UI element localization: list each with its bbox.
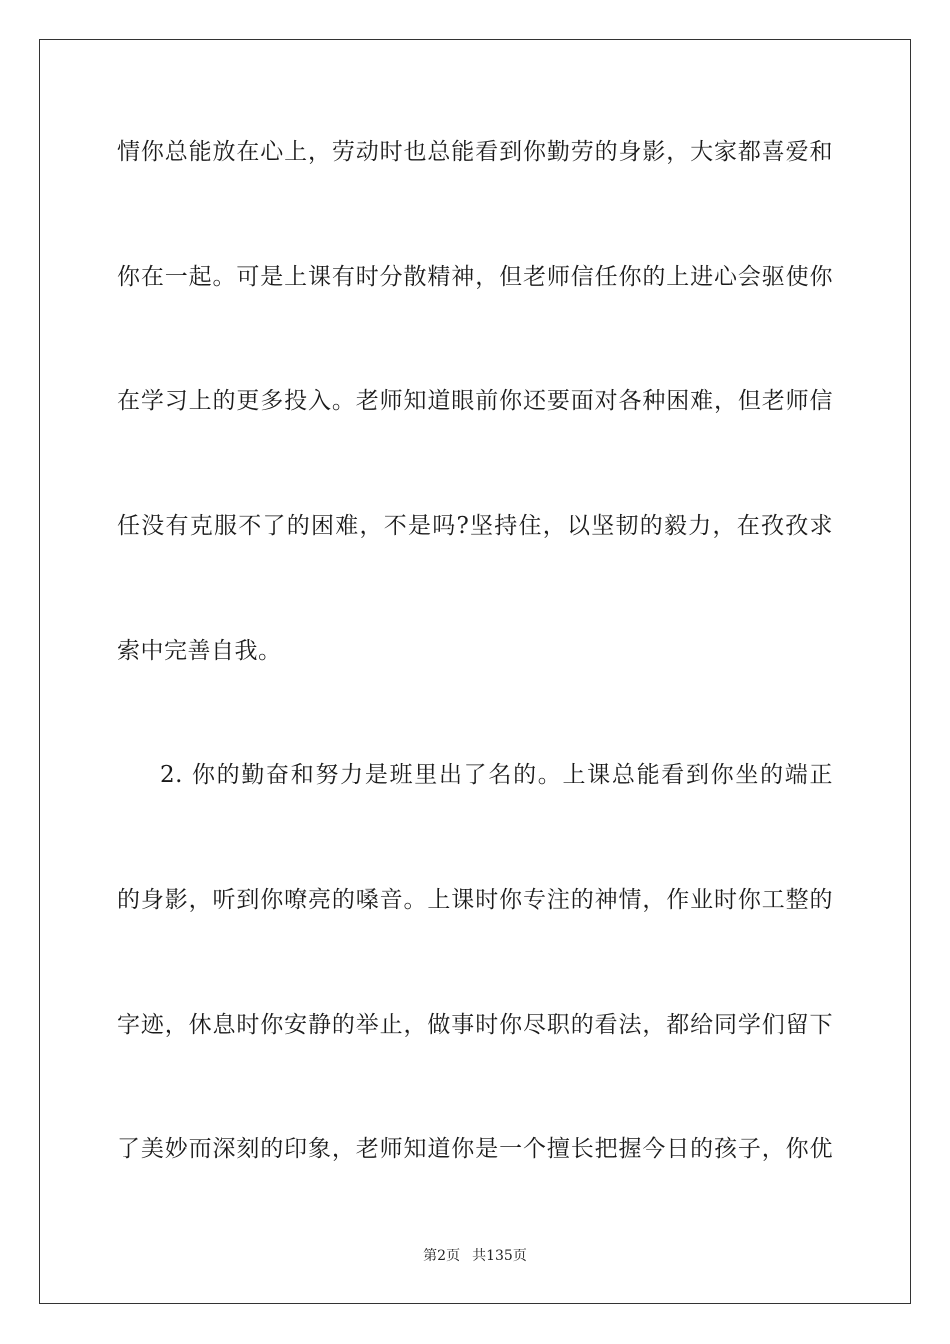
text-line: 了美妙而深刻的印象，老师知道你是一个擅长把握今日的孩子，你优: [117, 1136, 833, 1162]
text-line: 的身影，听到你嘹亮的嗓音。上课时你专注的神情，作业时你工整的: [117, 887, 833, 913]
text-line: 情你总能放在心上，劳动时也总能看到你勤劳的身影，大家都喜爱和: [117, 139, 833, 165]
text-line: 在学习上的更多投入。老师知道眼前你还要面对各种困难，但老师信: [117, 388, 833, 414]
text-line: 任没有克服不了的困难，不是吗?坚持住，以坚韧的毅力，在孜孜求: [117, 513, 833, 539]
page-frame: [39, 39, 911, 1304]
page-number: 第2页: [423, 1248, 461, 1264]
text-line: 字迹，休息时你安静的举止，做事时你尽职的看法，都给同学们留下: [117, 1012, 833, 1038]
text-line: 你在一起。可是上课有时分散精神，但老师信任你的上进心会驱使你: [117, 264, 833, 290]
text-line: 索中完善自我。: [117, 638, 282, 664]
text-line: 2. 你的勤奋和努力是班里出了名的。上课总能看到你坐的端正: [160, 762, 833, 788]
page-total: 共135页: [472, 1248, 527, 1264]
page-footer: [0, 1246, 950, 1266]
